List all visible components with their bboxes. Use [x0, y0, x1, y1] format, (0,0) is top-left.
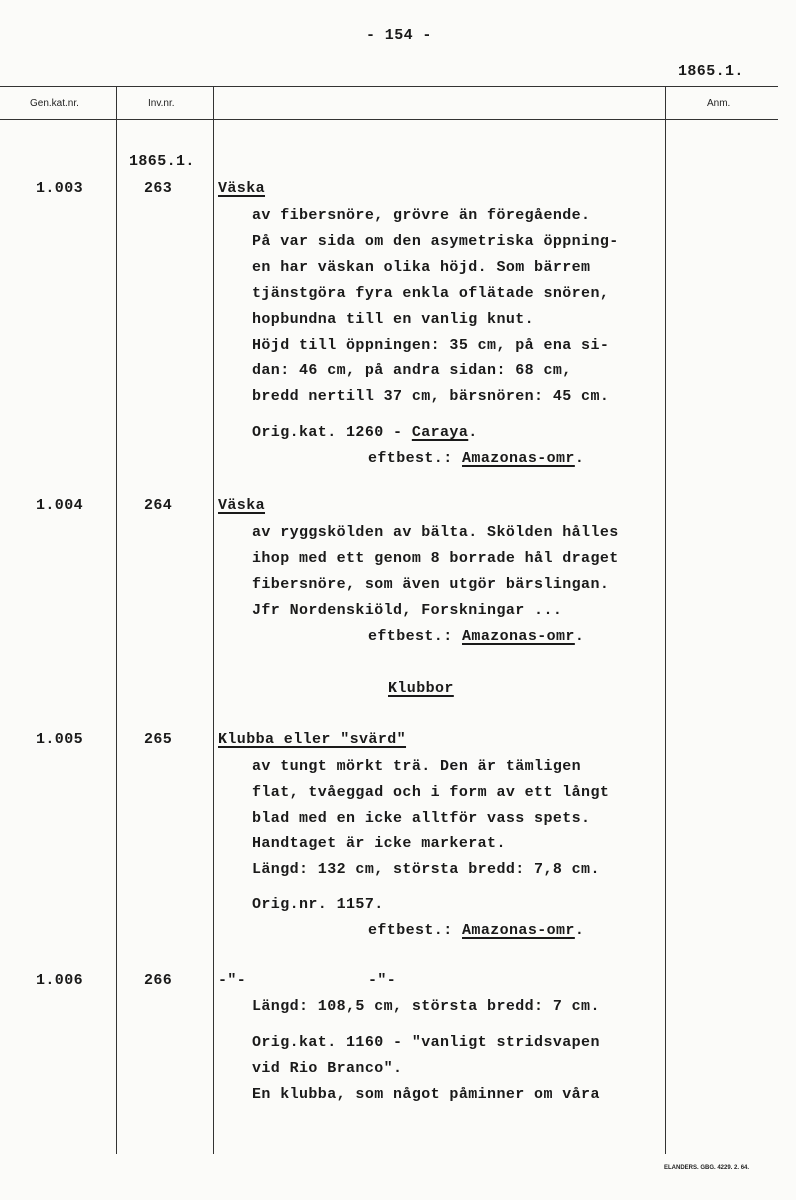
col-divider-3	[665, 86, 666, 1154]
entry-line: flat, tvåeggad och i form av ett långt	[252, 784, 610, 801]
collection-number: 1865.1.	[129, 153, 195, 170]
entry-line: På var sida om den asymetriska öppning-	[252, 233, 619, 250]
entry-line: fibersnöre, som även utgör bärslingan.	[252, 576, 610, 593]
gen-kat-nr: 1.004	[36, 497, 84, 514]
entry-line: Höjd till öppningen: 35 cm, på ena si-	[252, 337, 610, 354]
year-header: 1865.1.	[678, 63, 744, 80]
entry-title: Klubba eller "svärd"	[218, 731, 407, 748]
inv-nr: 265	[144, 731, 173, 748]
entry-line: Jfr Nordenskiöld, Forskningar ...	[252, 602, 563, 619]
orig-line: Orig.kat. 1260 - Caraya.	[252, 424, 478, 441]
entry-line: av tungt mörkt trä. Den är tämligen	[252, 758, 582, 775]
entry-line: en har väskan olika höjd. Som bärrem	[252, 259, 591, 276]
eftbest-region: Amazonas-omr	[462, 922, 575, 939]
eftbest-line: eftbest.: Amazonas-omr.	[368, 628, 585, 645]
entry-line: blad med en icke alltför vass spets.	[252, 810, 591, 827]
col-header-inv: Inv.nr.	[148, 98, 175, 109]
gen-kat-nr: 1.005	[36, 731, 84, 748]
page-number: - 154 -	[366, 27, 432, 44]
orig-line: Orig.nr. 1157.	[252, 896, 384, 913]
printer-imprint: ELANDERS. GBG. 4229. 2. 64.	[664, 1165, 750, 1171]
ditto-mark: -"-	[218, 972, 247, 989]
eftbest-region: Amazonas-omr	[462, 450, 575, 467]
gen-kat-nr: 1.006	[36, 972, 84, 989]
entry-line: Längd: 132 cm, största bredd: 7,8 cm.	[252, 861, 600, 878]
inv-nr: 263	[144, 180, 173, 197]
entry-line: vid Rio Branco".	[252, 1060, 403, 1077]
inv-nr: 264	[144, 497, 173, 514]
inv-nr: 266	[144, 972, 173, 989]
eftbest-region: Amazonas-omr	[462, 628, 575, 645]
col-header-anm: Anm.	[707, 98, 731, 109]
entry-line: ihop med ett genom 8 borrade hål draget	[252, 550, 619, 567]
section-heading: Klubbor	[388, 680, 454, 697]
col-header-gen: Gen.kat.nr.	[30, 98, 79, 109]
entry-title: Väska	[218, 497, 266, 514]
entry-line: av fibersnöre, grövre än föregående.	[252, 207, 591, 224]
col-divider-2	[213, 86, 214, 1154]
entry-line: hopbundna till en vanlig knut.	[252, 311, 535, 328]
entry-line: Orig.kat. 1160 - "vanligt stridsvapen	[252, 1034, 600, 1051]
eftbest-line: eftbest.: Amazonas-omr.	[368, 922, 585, 939]
entry-title: Väska	[218, 180, 266, 197]
entry-line: bredd nertill 37 cm, bärsnören: 45 cm.	[252, 388, 610, 405]
entry-line: tjänstgöra fyra enkla oflätade snören,	[252, 285, 610, 302]
ditto-mark: -"-	[368, 972, 397, 989]
entry-line: av ryggskölden av bälta. Skölden hålles	[252, 524, 619, 541]
gen-kat-nr: 1.003	[36, 180, 84, 197]
entry-line: Handtaget är icke markerat.	[252, 835, 506, 852]
entry-line: En klubba, som något påminner om våra	[252, 1086, 600, 1103]
eftbest-line: eftbest.: Amazonas-omr.	[368, 450, 585, 467]
col-divider-1	[116, 86, 117, 1154]
entry-line: Längd: 108,5 cm, största bredd: 7 cm.	[252, 998, 600, 1015]
entry-line: dan: 46 cm, på andra sidan: 68 cm,	[252, 362, 572, 379]
orig-place: Caraya	[411, 424, 469, 441]
